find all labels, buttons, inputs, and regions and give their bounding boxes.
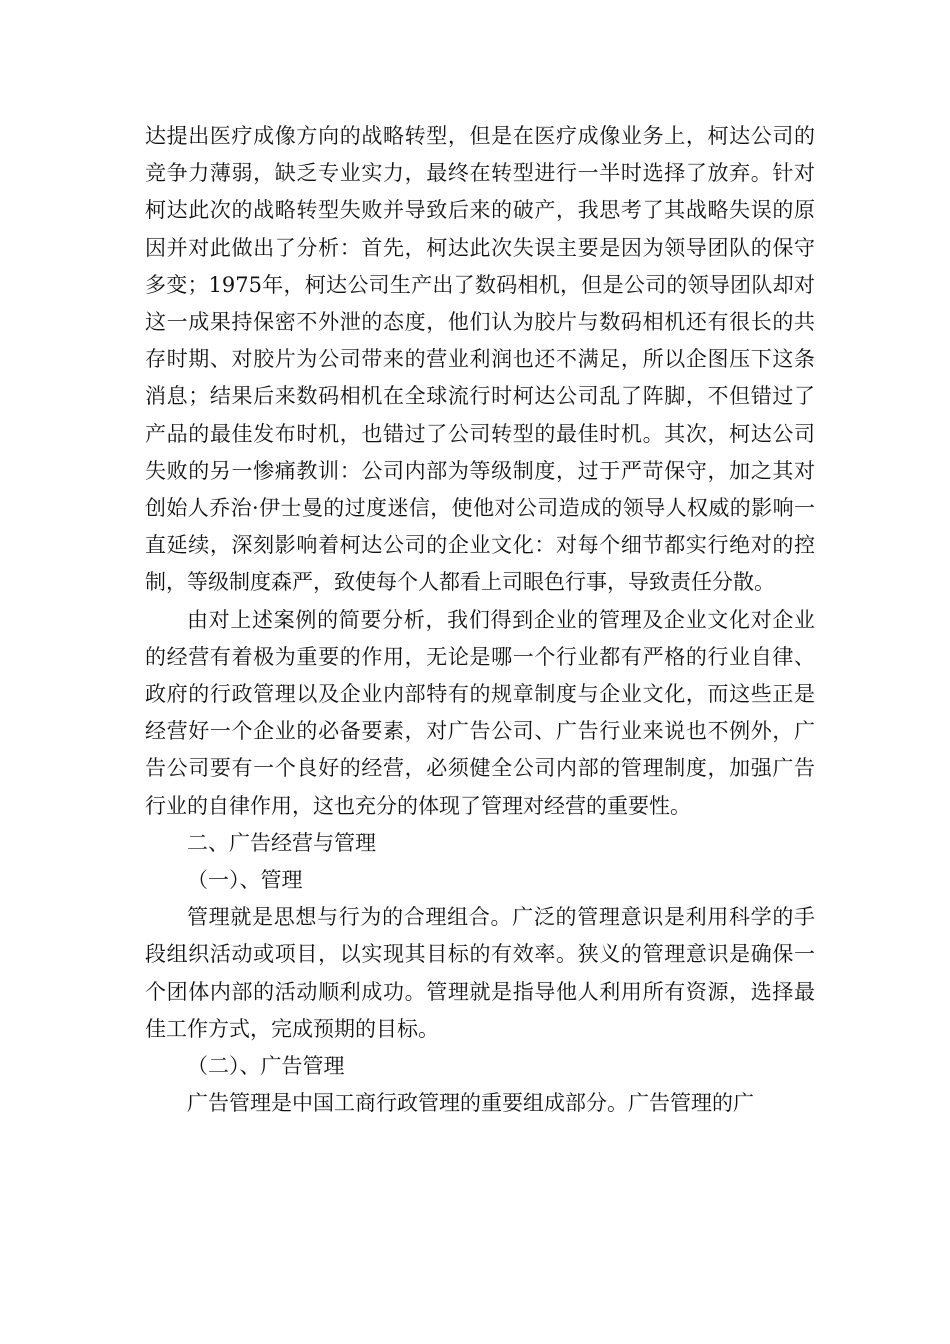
- subsection-heading-ad-management: （二）、广告管理: [187, 1054, 345, 1079]
- document-body: [145, 118, 815, 1122]
- paragraph-case-summary: 由对上述案例的简要分析，我们得到企业的管理及企业文化对企业的经营有着极为重要的作用，无论是哪一个行业都有严格的行业自律、政府的行政管理以及企业内部特有的规章制度与企业文化，而这些正是经营好一个企业的必备要素，对广告公司、广告行业来说也不例外，广告公司要有一个良好的经营，必须健全公司内部的管理制度，加强广告行业的自律作用，这也充分的体现了管理对经营的重要性。: [145, 607, 815, 818]
- paragraph-management-definition: 管理就是思想与行为的合理组合。广泛的管理意识是利用科学的手段组织活动或项目，以实现其目标的有效率。狭义的管理意识是确保一个团体内部的活动顺利成功。管理就是指导他人利用所有资源，选择最佳工作方式，完成预期的目标。: [145, 905, 815, 1041]
- paragraph-ad-management-intro: 广告管理是中国工商行政管理的重要组成部分。广告管理的广: [187, 1091, 754, 1116]
- subsection-heading-management: （一）、管理: [187, 868, 303, 893]
- section-heading-advertising-management: 二、广告经营与管理: [187, 830, 376, 855]
- paragraph-kodak-analysis: 达提出医疗成像方向的战略转型，但是在医疗成像业务上，柯达公司的竞争力薄弱，缺乏专业实力，最终在转型进行一半时选择了放弃。针对柯达此次的战略转型失败并导致后来的破产，我思考了其战略失误的原因并对此做出了分析：首先，柯达此次失误主要是因为领导团队的保守多变；1975年，柯达公司生产出了数码相机，但是公司的领导团队却对这一成果持保密不外泄的态度，他们认为胶片与数码相机还有很长的共存时期、对胶片为公司带来的营业利润也还不满足，所以企图压下这条消息；结果后来数码相机在全球流行时柯达公司乱了阵脚，不但错过了产品的最佳发布时机，也错过了公司转型的最佳时机。其次，柯达公司失败的另一惨痛教训：公司内部为等级制度，过于严苛保守，加之其对创始人乔治·伊士曼的过度迷信，使他对公司造成的领导人权威的影响一直延续，深刻影响着柯达公司的企业文化：对每个细节都实行绝对的控制，等级制度森严，致使每个人都看上司眼色行事，导致责任分散。: [145, 124, 815, 595]
